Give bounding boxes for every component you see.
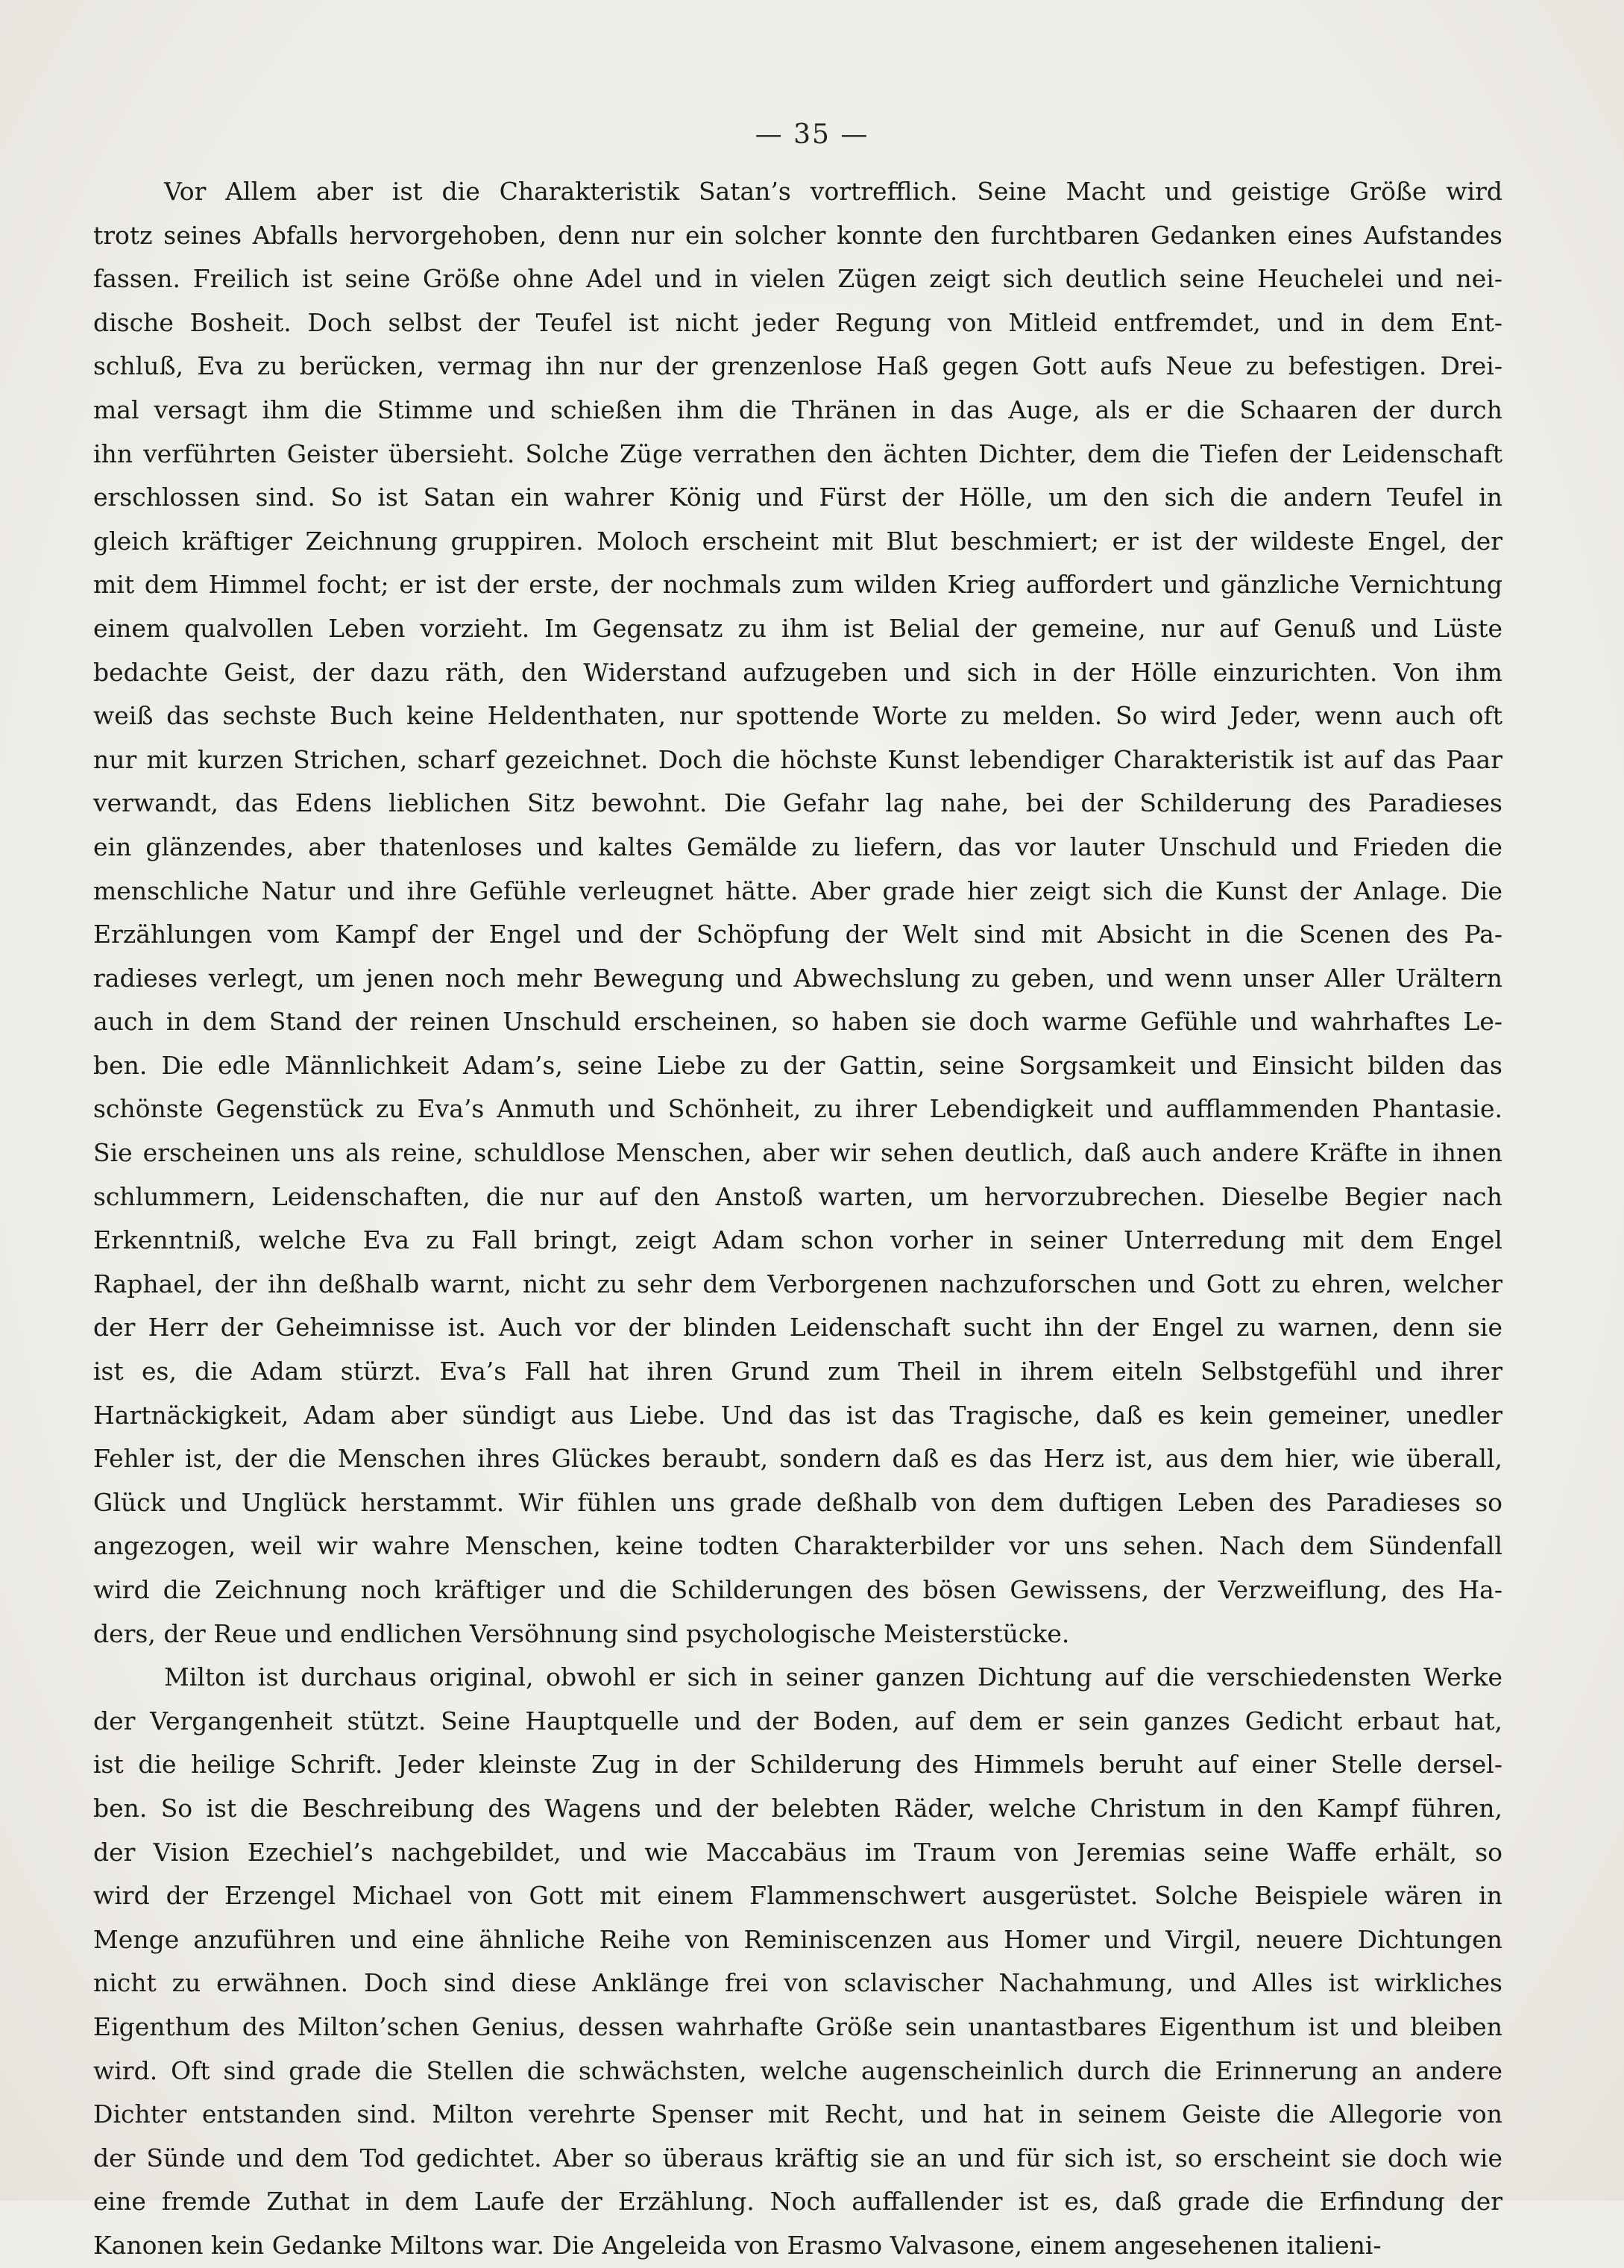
- text-line: trotz seines Abfalls hervorgehoben, denn nur ein solcher konnte den furchtbaren Gedanken eines Aufstandes: [93, 220, 1502, 250]
- text-line: ben. So ist die Beschreibung des Wagens und der belebten Räder, welche Christum in den Kampf führen,: [93, 1793, 1502, 1823]
- text-line: angezogen, weil wir wahre Menschen, keine todten Charakterbilder vor uns sehen. Nach dem Sündenfall: [93, 1531, 1502, 1561]
- text-line: erschlossen sind. So ist Satan ein wahrer König und Fürst der Hölle, um den sich die andern Teufel in: [93, 483, 1502, 512]
- text-line: verwandt, das Edens lieblichen Sitz bewohnt. Die Gefahr lag nahe, bei der Schilderung des Paradieses: [93, 788, 1502, 818]
- text-line: wird. Oft sind grade die Stellen die schwächsten, welche augenscheinlich durch die Erinnerung an andere: [93, 2055, 1502, 2085]
- text-line: einem qualvollen Leben vorzieht. Im Gegensatz zu ihm ist Belial der gemeine, nur auf Genuß und Lüste: [93, 613, 1502, 643]
- text-line: ben. Die edle Männlichkeit Adam’s, seine Liebe zu der Gattin, seine Sorgsamkeit und Einsicht bilden das: [93, 1050, 1502, 1080]
- text-line: nicht zu erwähnen. Doch sind diese Anklänge frei von sclavischer Nachahmung, und Alles ist wirkliches: [93, 1968, 1502, 1998]
- text-line: Glück und Unglück herstammt. Wir fühlen uns grade deßhalb von dem duftigen Leben des Paradieses so: [93, 1487, 1502, 1517]
- text-line: radieses verlegt, um jenen noch mehr Bewegung und Abwechslung zu geben, und wenn unser Aller Urältern: [93, 963, 1502, 993]
- text-line: weiß das sechste Buch keine Heldenthaten, nur spottende Worte zu melden. So wird Jeder, wenn auch oft: [93, 701, 1502, 731]
- text-line: dische Bosheit. Doch selbst der Teufel ist nicht jeder Regung von Mitleid entfremdet, und in dem Ent-: [93, 307, 1502, 337]
- text-line: Fehler ist, der die Menschen ihres Glückes beraubt, sondern daß es das Herz ist, aus dem hier, wie überall,: [93, 1444, 1502, 1474]
- text-line: nur mit kurzen Strichen, scharf gezeichnet. Doch die höchste Kunst lebendiger Charakteristik ist auf das Paar: [93, 744, 1502, 774]
- text-line: Vor Allem aber ist die Charakteristik Satan’s vortrefflich. Seine Macht und geistige Größe wird: [164, 177, 1502, 206]
- text-line: mal versagt ihm die Stimme und schießen ihm die Thränen in das Auge, als er die Schaaren der durch: [93, 395, 1502, 424]
- text-line: Hartnäckigkeit, Adam aber sündigt aus Liebe. Und das ist das Tragische, daß es kein gemeiner, unedler: [93, 1400, 1502, 1430]
- page-number: — 35 —: [755, 119, 869, 150]
- text-line: gleich kräftiger Zeichnung gruppiren. Moloch erscheint mit Blut beschmiert; er ist der wildeste Engel, der: [93, 526, 1502, 556]
- text-line: bedachte Geist, der dazu räth, den Widerstand aufzugeben und sich in der Hölle einzurichten. Von ihm: [93, 657, 1502, 687]
- text-line: ist die heilige Schrift. Jeder kleinste Zug in der Schilderung des Himmels beruht auf einer Stelle dersel-: [93, 1750, 1502, 1779]
- text-line: wird der Erzengel Michael von Gott mit einem Flammenschwert ausgerüstet. Solche Beispiele wären in: [93, 1881, 1502, 1911]
- text-line: der Herr der Geheimnisse ist. Auch vor der blinden Leidenschaft sucht ihn der Engel zu warnen, denn sie: [93, 1313, 1502, 1342]
- text-line: schönste Gegenstück zu Eva’s Anmuth und Schönheit, zu ihrer Lebendigkeit und aufflammenden Phantasie.: [93, 1094, 1502, 1124]
- text-line: der Sünde und dem Tod gedichtet. Aber so überaus kräftig sie an und für sich ist, so erscheint sie doch wie: [93, 2143, 1502, 2173]
- text-line: wird die Zeichnung noch kräftiger und die Schilderungen des bösen Gewissens, der Verzweiflung, des Ha-: [93, 1575, 1502, 1604]
- text-line: Erkenntniß, welche Eva zu Fall bringt, zeigt Adam schon vorher in seiner Unterredung mit dem Engel: [93, 1225, 1502, 1255]
- text-line: Kanonen kein Gedanke Miltons war. Die Angeleida von Erasmo Valvasone, einem angesehenen italieni-: [93, 2230, 1382, 2260]
- text-line: schluß, Eva zu berücken, vermag ihn nur der grenzenlose Haß gegen Gott aufs Neue zu befestigen. Drei-: [93, 351, 1502, 381]
- paragraph-2: [93, 1656, 1502, 2267]
- text-line: Raphael, der ihn deßhalb warnt, nicht zu sehr dem Verborgenen nachzuforschen und Gott zu ehren, welcher: [93, 1269, 1502, 1298]
- text-line: mit dem Himmel focht; er ist der erste, der nochmals zum wilden Krieg auffordert und gänzliche Vernichtung: [93, 570, 1502, 600]
- text-line: der Vergangenheit stützt. Seine Hauptquelle und der Boden, auf dem er sein ganzes Gedicht erbaut hat,: [93, 1706, 1502, 1735]
- text-line: ein glänzendes, aber thatenloses und kaltes Gemälde zu liefern, das vor lauter Unschuld und Frieden die: [93, 832, 1502, 861]
- text-line: eine fremde Zuthat in dem Laufe der Erzählung. Noch auffallender ist es, daß grade die Erfindung der: [93, 2187, 1502, 2217]
- text-line: Eigenthum des Milton’schen Genius, dessen wahrhafte Größe sein unantastbares Eigenthum ist und bleiben: [93, 2011, 1502, 2041]
- text-line: Dichter entstanden sind. Milton verehrte Spenser mit Recht, und hat in seinem Geiste die Allegorie von: [93, 2099, 1502, 2129]
- text-line: ders, der Reue und endlichen Versöhnung sind psychologische Meisterstücke.: [93, 1618, 1070, 1648]
- text-line: Erzählungen vom Kampf der Engel und der Schöpfung der Welt sind mit Absicht in die Scenen des Pa-: [93, 920, 1502, 949]
- text-line: Menge anzuführen und eine ähnliche Reihe von Reminiscenzen aus Homer und Virgil, neuere Dichtungen: [93, 1924, 1502, 1954]
- text-line: auch in dem Stand der reinen Unschuld erscheinen, so haben sie doch warme Gefühle und wahrhaftes Le-: [93, 1007, 1502, 1037]
- text-line: schlummern, Leidenschaften, die nur auf den Anstoß warten, um hervorzubrechen. Dieselbe Begier nach: [93, 1181, 1502, 1211]
- paragraph-1: [93, 170, 1502, 1656]
- text-line: ihn verführten Geister übersieht. Solche Züge verrathen den ächten Dichter, dem die Tiefen der Leidenschaft: [93, 439, 1502, 468]
- text-line: Sie erscheinen uns als reine, schuldlose Menschen, aber wir sehen deutlich, daß auch andere Kräfte in ihnen: [93, 1138, 1502, 1168]
- text-line: fassen. Freilich ist seine Größe ohne Adel und in vielen Zügen zeigt sich deutlich seine Heuchelei und nei-: [93, 264, 1502, 294]
- text-line: menschliche Natur und ihre Gefühle verleugnet hätte. Aber grade hier zeigt sich die Kunst der Anlage. Die: [93, 876, 1502, 905]
- body-text: [93, 170, 1502, 2268]
- text-line: Milton ist durchaus original, obwohl er sich in seiner ganzen Dichtung auf die verschiedensten Werke: [164, 1662, 1502, 1692]
- text-line: ist es, die Adam stürzt. Eva’s Fall hat ihren Grund zum Theil in ihrem eiteln Selbstgefühl und ihrer: [93, 1357, 1502, 1386]
- text-line: der Vision Ezechiel’s nachgebildet, und wie Maccabäus im Traum von Jeremias seine Waffe erhält, so: [93, 1837, 1502, 1867]
